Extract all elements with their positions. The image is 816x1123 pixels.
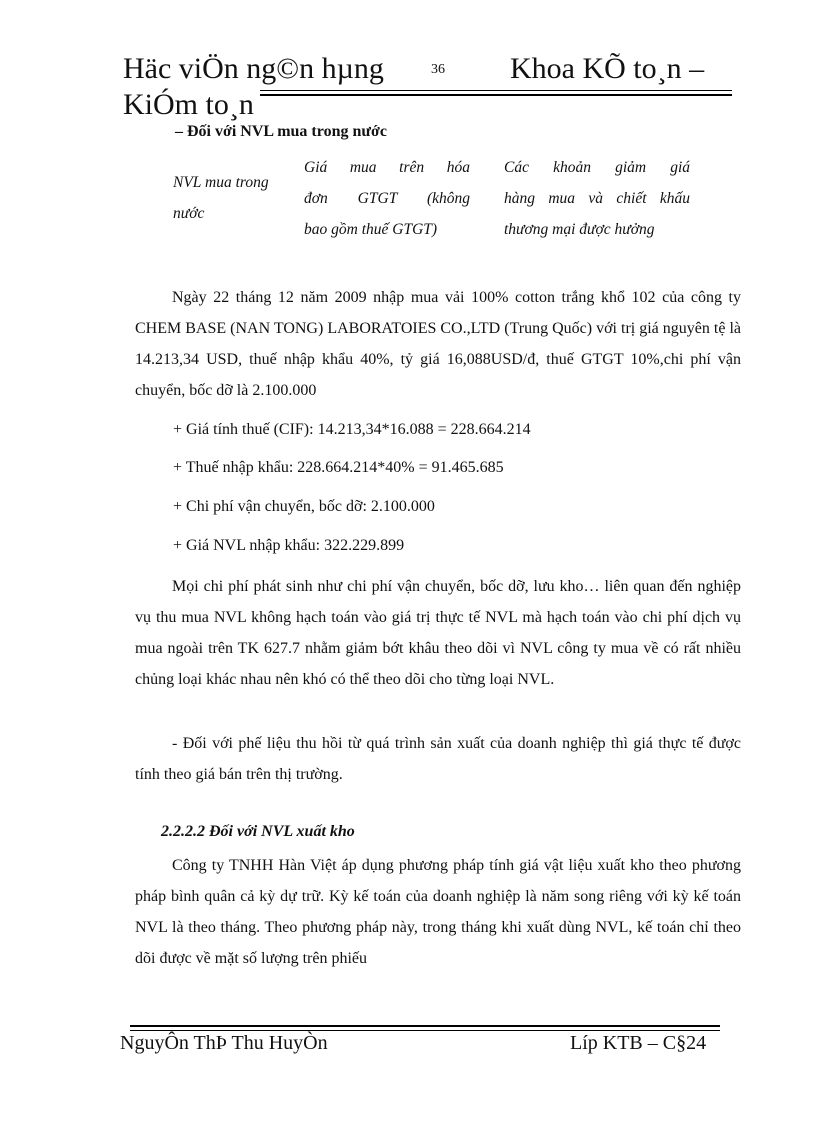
calc-line-import-tax: + Thuế nhập khẩu: 228.664.214*40% = 91.465.685 xyxy=(173,459,504,476)
formula-term-discounts xyxy=(504,152,690,245)
calc-line-total: + Giá NVL nhập khẩu: 322.229.899 xyxy=(173,537,405,554)
header-faculty: Khoa KÕ to¸n – xyxy=(510,52,705,85)
paragraph-export-method: Công ty TNHH Hàn Việt áp dụng phương pháp tính giá vật liệu xuất kho theo phương pháp bình quân cả kỳ dự trữ. Kỳ kế toán của doanh nghiệp là năm song riêng với kỳ kế toán NVL là theo tháng. Theo phương pháp này, trong tháng khi xuất dùng NVL, kế toán chỉ theo dõi được về mặt số lượng trên phiếu xyxy=(135,857,741,967)
formula-line: đơn GTGT (không xyxy=(304,190,470,207)
footer-rule-thick xyxy=(130,1025,720,1027)
formula-line: hàng mua và chiết khấu xyxy=(504,190,690,207)
paragraph-scrap: - Đối với phế liệu thu hồi từ quá trình sản xuất của doanh nghiệp thì giá thực tế được tính theo giá bán trên thị trường. xyxy=(135,735,741,783)
formula-line: thương mại được hưởng xyxy=(504,221,655,238)
formula-line: Các khoản giảm giá xyxy=(504,159,690,176)
paragraph-costs: Mọi chi phí phát sinh như chi phí vận chuyển, bốc dỡ, lưu kho… liên quan đến nghiệp vụ thu mua NVL không hạch toán vào giá trị thực tế NVL mà hạch toán vào chi phí dịch vụ mua ngoài trên TK 627.7 nhằm giảm bớt khâu theo dõi vì NVL công ty mua về có rất nhiều chủng loại khác nhau nên khó có thể theo dõi cho từng loại NVL. xyxy=(135,578,741,688)
footer-author: NguyÔn ThÞ Thu HuyÒn xyxy=(120,1032,328,1054)
formula-line: bao gồm thuế GTGT) xyxy=(304,221,438,238)
header-school: Häc viÖn ng©n hµng xyxy=(123,52,384,85)
section-bullet-heading: – Đối với NVL mua trong nước xyxy=(175,123,387,140)
footer-rule xyxy=(130,1030,720,1031)
footer-class: Líp KTB – C§24 xyxy=(570,1032,707,1054)
calc-line-cif: + Giá tính thuế (CIF): 14.213,34*16.088 = 228.664.214 xyxy=(173,421,531,438)
calc-line-transport: + Chi phí vận chuyển, bốc dỡ: 2.100.000 xyxy=(173,498,435,515)
formula-term-purchase-price xyxy=(304,152,470,245)
header-faculty-cont: KiÓm to¸n xyxy=(123,88,254,121)
paragraph-import-example: Ngày 22 tháng 12 năm 2009 nhập mua vải 100% cotton trắng khổ 102 của công ty CHEM BASE (NAN TONG) LABORATOIES CO.,LTD (Trung Quốc) với trị giá nguyên tệ là 14.213,34 USD, thuế nhập khẩu 40%, tỷ giá 16,088USD/đ, thuế GTGT 10%,chi phí vận chuyển, bốc dỡ là 2.100.000 xyxy=(135,289,741,399)
header-rule-thick xyxy=(260,94,732,96)
formula-term-nvl: NVL mua trong nước xyxy=(173,174,269,222)
subheading-export: 2.2.2.2 Đối với NVL xuất kho xyxy=(161,823,355,840)
page-number: 36 xyxy=(431,62,445,77)
formula-line: Giá mua trên hóa xyxy=(304,159,470,176)
header-rule xyxy=(260,90,732,91)
